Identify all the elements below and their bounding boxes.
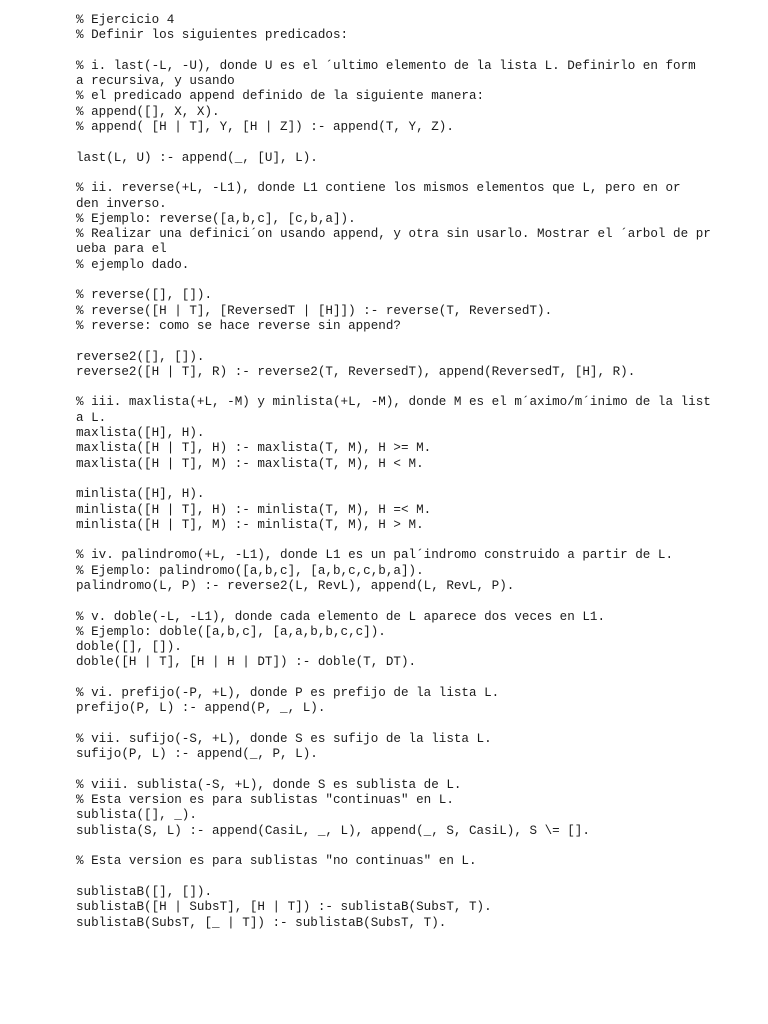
text-line: minlista([H | T], H) :- minlista(T, M), H =< M. (76, 502, 432, 517)
blank-line (76, 380, 768, 395)
text-line: den inverso. (76, 196, 167, 211)
text-line: % vii. sufijo(-S, +L), donde S es sufijo de la lista L. (76, 731, 492, 746)
text-line: a recursiva, y usando (76, 74, 235, 89)
text-line: a L. (76, 410, 107, 425)
blank-line (76, 44, 768, 59)
text-line: doble([], []). (76, 640, 182, 655)
text-line: % Ejemplo: doble([a,b,c], [a,a,b,b,c,c]). (76, 624, 386, 639)
text-line: % el predicado append definido de la siguiente manera: (76, 89, 485, 104)
text-line: % i. last(-L, -U), donde U es el ´ultimo elemento de la lista L. Definirlo en form (76, 58, 696, 73)
text-line: last(L, U) :- append(_, [U], L). (76, 150, 318, 165)
blank-line (76, 671, 768, 686)
text-line: sublista([], _). (76, 808, 197, 823)
text-line: % iv. palindromo(+L, -L1), donde L1 es un pal´indromo construido a partir de L. (76, 548, 674, 563)
text-line: % v. doble(-L, -L1), donde cada elemento de L aparece dos veces en L1. (76, 609, 606, 624)
text-line: % vi. prefijo(-P, +L), donde P es prefijo de la lista L. (76, 686, 500, 701)
blank-line (76, 763, 768, 778)
text-line: % ii. reverse(+L, -L1), donde L1 contiene los mismos elementos que L, pero en or (76, 181, 681, 196)
text-line: maxlista([H], H). (76, 426, 205, 441)
text-line: % iii. maxlista(+L, -M) y minlista(+L, -M), donde M es el m´aximo/m´inimo de la list (76, 395, 711, 410)
text-line: sufijo(P, L) :- append(_, P, L). (76, 747, 318, 762)
text-line: minlista([H], H). (76, 487, 205, 502)
text-line: % Esta version es para sublistas "continuas" en L. (76, 793, 454, 808)
text-line: % Definir los siguientes predicados: (76, 28, 349, 43)
text-line: maxlista([H | T], H) :- maxlista(T, M), H >= M. (76, 441, 432, 456)
text-line: % viii. sublista(-S, +L), donde S es sublista de L. (76, 777, 462, 792)
blank-line (76, 166, 768, 181)
blank-line (76, 839, 768, 854)
text-line: sublista(S, L) :- append(CasiL, _, L), append(_, S, CasiL), S \= []. (76, 823, 590, 838)
text-line: doble([H | T], [H | H | DT]) :- doble(T, DT). (76, 655, 417, 670)
blank-line (76, 870, 768, 885)
blank-line (76, 135, 768, 150)
blank-line (76, 533, 768, 548)
text-line: maxlista([H | T], M) :- maxlista(T, M), H < M. (76, 456, 424, 471)
text-line: % Ejercicio 4 (76, 13, 175, 27)
text-line: % append( [H | T], Y, [H | Z]) :- append(T, Y, Z). (76, 120, 454, 135)
text-line: prefijo(P, L) :- append(P, _, L). (76, 701, 326, 716)
text-line: % Ejemplo: reverse([a,b,c], [c,b,a]). (76, 211, 356, 226)
text-line: minlista([H | T], M) :- minlista(T, M), H > M. (76, 517, 424, 532)
text-line: % Realizar una definici´on usando append, y otra sin usarlo. Mostrar el ´arbol de pr (76, 227, 711, 242)
text-line: sublistaB([H | SubsT], [H | T]) :- sublistaB(SubsT, T). (76, 900, 492, 915)
blank-line (76, 334, 768, 349)
blank-line (76, 594, 768, 609)
text-line: % Ejemplo: palindromo([a,b,c], [a,b,c,c,b,a]). (76, 563, 424, 578)
blank-line (76, 472, 768, 487)
text-line: % ejemplo dado. (76, 257, 190, 272)
text-line: % Esta version es para sublistas "no continuas" en L. (76, 854, 477, 869)
text-line: % reverse([], []). (76, 288, 213, 303)
text-line: sublistaB([], []). (76, 884, 213, 899)
blank-line (76, 273, 768, 288)
text-line: palindromo(L, P) :- reverse2(L, RevL), append(L, RevL, P). (76, 578, 515, 593)
text-line: % reverse([H | T], [ReversedT | [H]]) :- reverse(T, ReversedT). (76, 303, 553, 318)
text-line: % append([], X, X). (76, 104, 220, 119)
blank-line (76, 717, 768, 732)
text-line: ueba para el (76, 242, 167, 257)
text-line: % reverse: como se hace reverse sin append? (76, 318, 401, 333)
text-line: sublistaB(SubsT, [_ | T]) :- sublistaB(SubsT, T). (76, 915, 447, 930)
text-line: reverse2([], []). (76, 349, 205, 364)
text-line: reverse2([H | T], R) :- reverse2(T, ReversedT), append(ReversedT, [H], R). (76, 364, 636, 379)
